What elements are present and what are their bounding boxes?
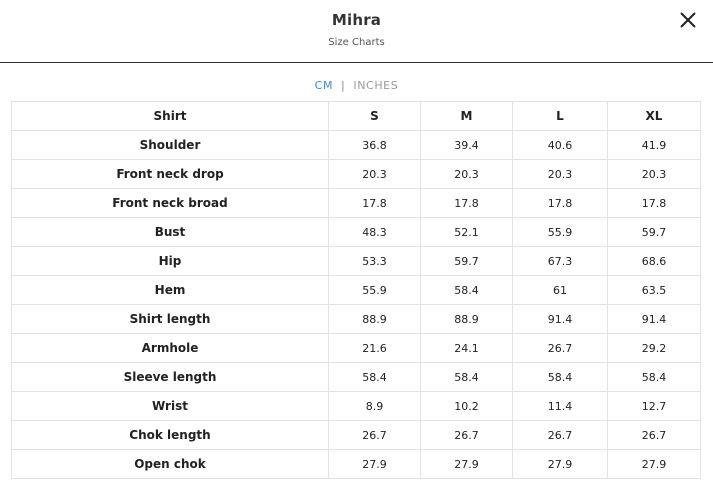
unit-cm-toggle[interactable]: CM xyxy=(314,79,334,92)
measurement-value: 52.1 xyxy=(421,218,513,247)
table-header-row xyxy=(12,102,701,131)
close-icon[interactable] xyxy=(677,9,699,31)
table-body xyxy=(12,131,701,479)
measurement-value: 26.7 xyxy=(608,421,701,450)
measurement-value: 63.5 xyxy=(608,276,701,305)
measurement-value: 26.7 xyxy=(513,334,608,363)
measurement-value: 48.3 xyxy=(329,218,421,247)
measurement-value: 26.7 xyxy=(513,421,608,450)
measurement-label: Armhole xyxy=(12,334,329,363)
measurement-value: 27.9 xyxy=(421,450,513,479)
measurement-label: Bust xyxy=(12,218,329,247)
column-header: Shirt xyxy=(12,102,329,131)
measurement-label: Hem xyxy=(12,276,329,305)
measurement-label: Shoulder xyxy=(12,131,329,160)
measurement-value: 39.4 xyxy=(421,131,513,160)
column-header: S xyxy=(329,102,421,131)
measurement-value: 17.8 xyxy=(608,189,701,218)
measurement-value: 55.9 xyxy=(513,218,608,247)
measurement-value: 91.4 xyxy=(513,305,608,334)
measurement-value: 24.1 xyxy=(421,334,513,363)
measurement-value: 88.9 xyxy=(421,305,513,334)
measurement-value: 12.7 xyxy=(608,392,701,421)
measurement-value: 11.4 xyxy=(513,392,608,421)
unit-separator: | xyxy=(341,79,346,92)
measurement-value: 88.9 xyxy=(329,305,421,334)
size-chart-table xyxy=(11,101,701,479)
measurement-value: 59.7 xyxy=(421,247,513,276)
table-row xyxy=(12,247,701,276)
table-row xyxy=(12,276,701,305)
measurement-value: 26.7 xyxy=(329,421,421,450)
measurement-label: Hip xyxy=(12,247,329,276)
table-row xyxy=(12,334,701,363)
measurement-value: 20.3 xyxy=(329,160,421,189)
table-row xyxy=(12,392,701,421)
measurement-value: 91.4 xyxy=(608,305,701,334)
measurement-value: 53.3 xyxy=(329,247,421,276)
measurement-value: 58.4 xyxy=(329,363,421,392)
measurement-value: 67.3 xyxy=(513,247,608,276)
measurement-value: 27.9 xyxy=(329,450,421,479)
column-header: M xyxy=(421,102,513,131)
measurement-label: Chok length xyxy=(12,421,329,450)
measurement-value: 21.6 xyxy=(329,334,421,363)
measurement-value: 26.7 xyxy=(421,421,513,450)
measurement-value: 61 xyxy=(513,276,608,305)
measurement-value: 58.4 xyxy=(421,276,513,305)
unit-switch xyxy=(0,79,713,92)
brand-title: Mihra xyxy=(331,11,382,29)
measurement-value: 20.3 xyxy=(421,160,513,189)
measurement-label: Front neck broad xyxy=(12,189,329,218)
measurement-value: 29.2 xyxy=(608,334,701,363)
measurement-value: 59.7 xyxy=(608,218,701,247)
measurement-label: Sleeve length xyxy=(12,363,329,392)
measurement-label: Front neck drop xyxy=(12,160,329,189)
measurement-value: 17.8 xyxy=(329,189,421,218)
modal-header xyxy=(0,0,713,63)
column-header: XL xyxy=(608,102,701,131)
measurement-value: 58.4 xyxy=(421,363,513,392)
measurement-value: 55.9 xyxy=(329,276,421,305)
measurement-value: 27.9 xyxy=(513,450,608,479)
modal-subtitle: Size Charts xyxy=(328,37,385,48)
measurement-value: 27.9 xyxy=(608,450,701,479)
table-row xyxy=(12,305,701,334)
measurement-value: 17.8 xyxy=(513,189,608,218)
unit-inches-toggle[interactable]: INCHES xyxy=(353,79,399,92)
measurement-value: 20.3 xyxy=(608,160,701,189)
measurement-value: 10.2 xyxy=(421,392,513,421)
table-row xyxy=(12,450,701,479)
measurement-value: 17.8 xyxy=(421,189,513,218)
measurement-value: 20.3 xyxy=(513,160,608,189)
table-row xyxy=(12,131,701,160)
measurement-value: 41.9 xyxy=(608,131,701,160)
measurement-label: Wrist xyxy=(12,392,329,421)
table-row xyxy=(12,421,701,450)
table-row xyxy=(12,363,701,392)
table-row xyxy=(12,160,701,189)
measurement-label: Shirt length xyxy=(12,305,329,334)
close-button[interactable] xyxy=(677,9,699,31)
measurement-value: 58.4 xyxy=(513,363,608,392)
measurement-value: 40.6 xyxy=(513,131,608,160)
measurement-label: Open chok xyxy=(12,450,329,479)
column-header: L xyxy=(513,102,608,131)
measurement-value: 8.9 xyxy=(329,392,421,421)
measurement-value: 36.8 xyxy=(329,131,421,160)
measurement-value: 58.4 xyxy=(608,363,701,392)
measurement-value: 68.6 xyxy=(608,247,701,276)
table-row xyxy=(12,218,701,247)
table-row xyxy=(12,189,701,218)
